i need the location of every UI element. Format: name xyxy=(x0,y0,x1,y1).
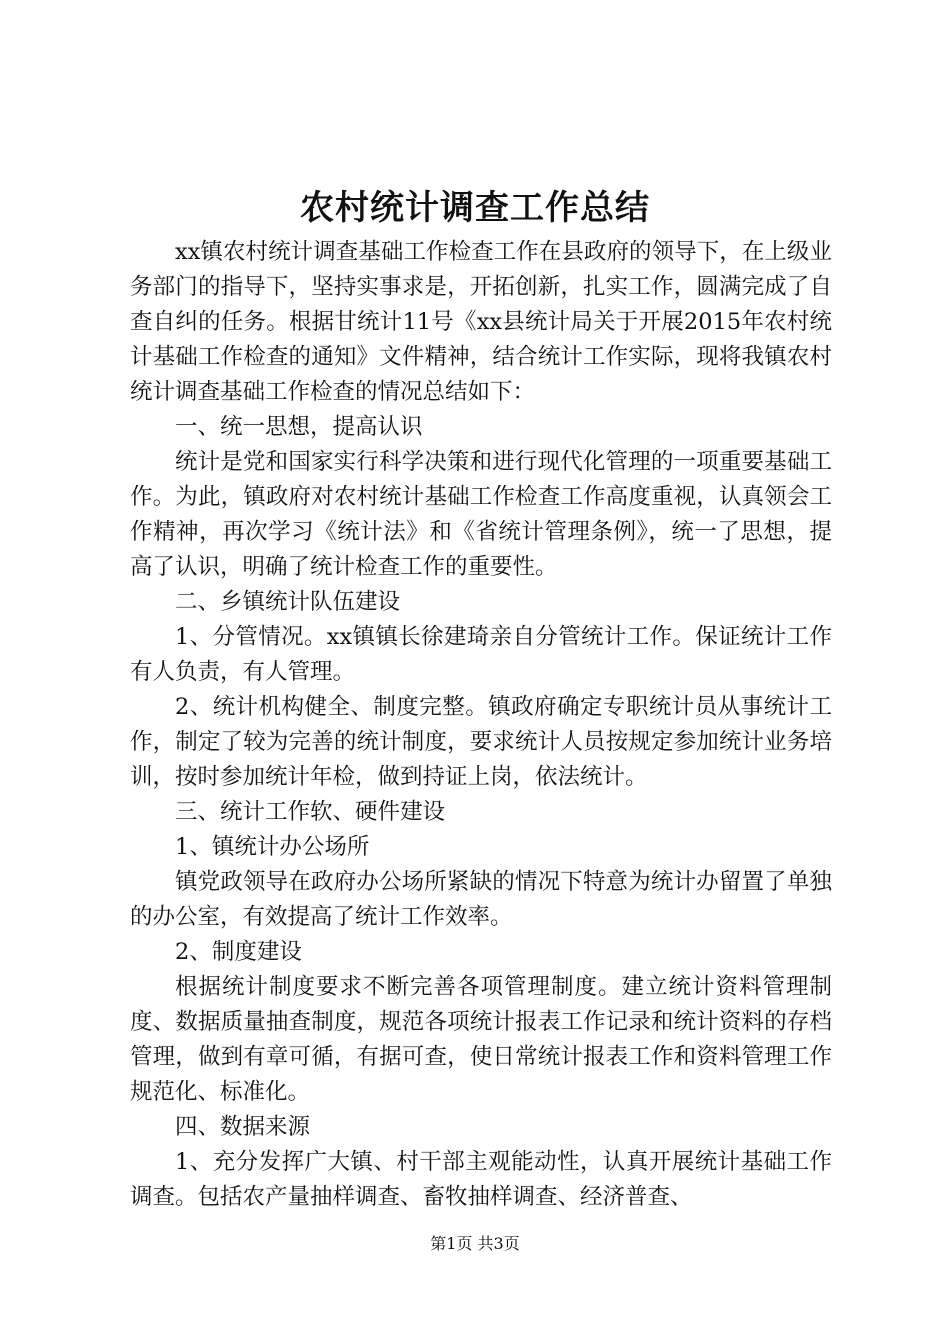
section-heading-2: 二、乡镇统计队伍建设 xyxy=(175,589,401,615)
page-number-footer: 第1页 共3页 xyxy=(430,1234,520,1253)
section-3-subheading-1: 1、镇统计办公场所 xyxy=(175,834,370,860)
section-2-item-2: 2、统计机构健全、制度完整。镇政府确定专职统计员从事统计工作，制定了较为完善的统计制度，要求统计人员按规定参加统计业务培训，按时参加统计年检，做到持证上岗，依法统计。 xyxy=(130,694,832,790)
section-3-paragraph-1: 镇党政领导在政府办公场所紧缺的情况下特意为统计办留置了单独的办公室，有效提高了统计工作效率。 xyxy=(130,869,832,930)
document-title: 农村统计调查工作总结 xyxy=(300,188,650,228)
document-body xyxy=(130,235,832,1215)
section-heading-1: 一、统一思想，提高认识 xyxy=(175,414,423,440)
section-heading-4: 四、数据来源 xyxy=(175,1114,311,1140)
section-2-item-1: 1、分管情况。xx镇镇长徐建琦亲自分管统计工作。保证统计工作有人负责，有人管理。 xyxy=(130,624,832,685)
section-3-paragraph-2: 根据统计制度要求不断完善各项管理制度。建立统计资料管理制度、数据质量抽查制度，规范各项统计报表工作记录和统计资料的存档管理，做到有章可循，有据可查，使日常统计报表工作和资料管理工作规范化、标准化。 xyxy=(130,974,832,1105)
section-3-subheading-2: 2、制度建设 xyxy=(175,939,302,965)
intro-paragraph: xx镇农村统计调查基础工作检查工作在县政府的领导下，在上级业务部门的指导下，坚持实事求是，开拓创新，扎实工作，圆满完成了自查自纠的任务。根据甘统计11号《xx县统计局关于开展2015年农村统计基础工作检查的通知》文件精神，结合统计工作实际，现将我镇农村统计调查基础工作检查的情况总结如下： xyxy=(130,239,832,405)
section-heading-3: 三、统计工作软、硬件建设 xyxy=(175,799,446,825)
section-4-item-1: 1、充分发挥广大镇、村干部主观能动性，认真开展统计基础工作调查。包括农产量抽样调查、畜牧抽样调查、经济普查、 xyxy=(130,1149,832,1210)
section-1-paragraph: 统计是党和国家实行科学决策和进行现代化管理的一项重要基础工作。为此，镇政府对农村统计基础工作检查工作高度重视，认真领会工作精神，再次学习《统计法》和《省统计管理条例》，统一了思想，提高了认识，明确了统计检查工作的重要性。 xyxy=(130,449,832,580)
